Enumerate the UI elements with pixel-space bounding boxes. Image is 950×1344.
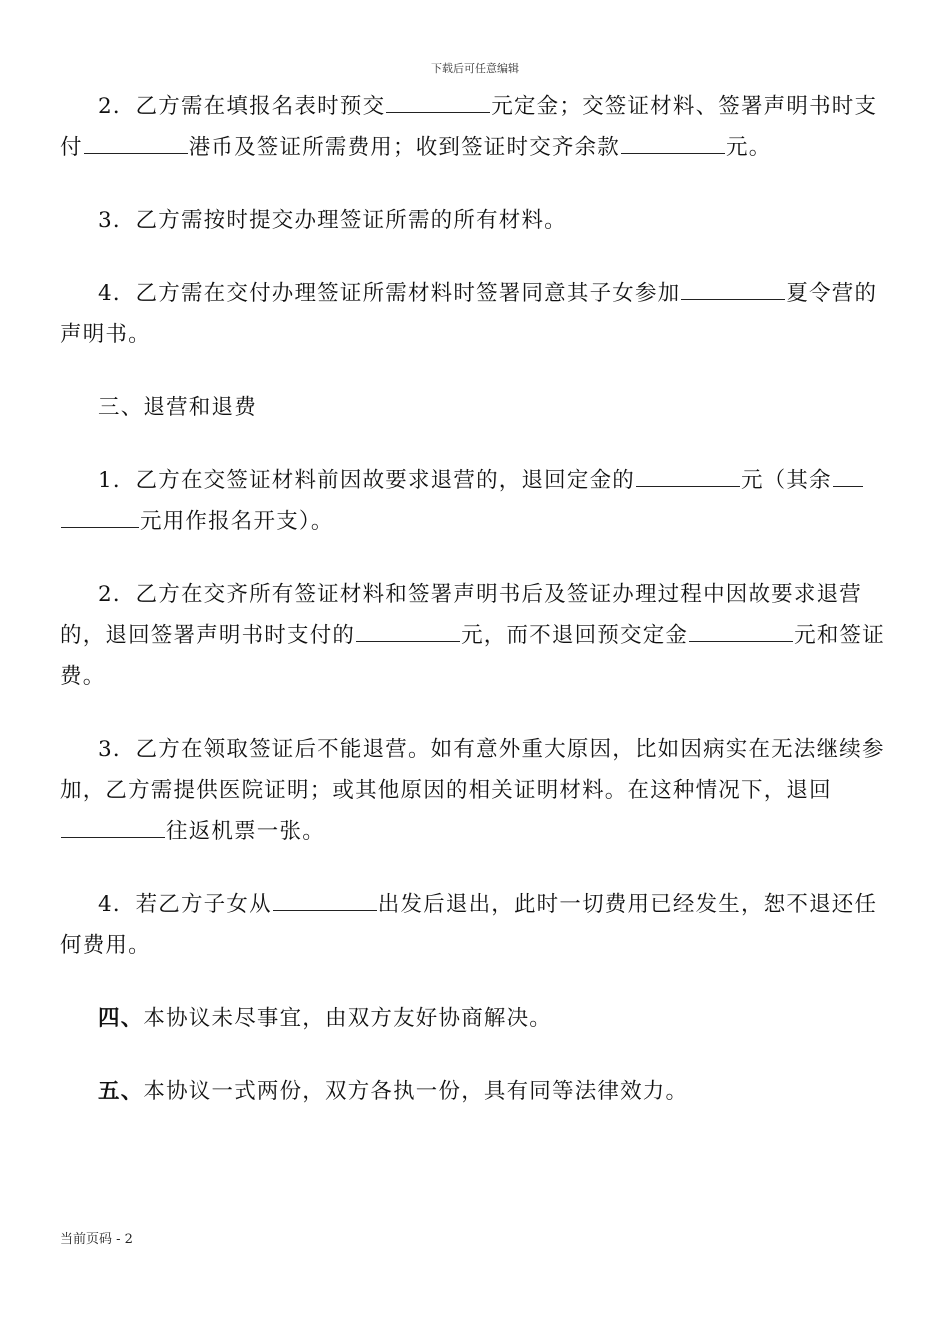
text: 本协议一式两份，双方各执一份，具有同等法律效力。 <box>143 1079 689 1104</box>
blank-remaining-b[interactable] <box>61 505 139 528</box>
text: 本协议未尽事宜，由双方友好协商解决。 <box>143 1006 553 1031</box>
section-4-number: 四、 <box>98 1006 144 1031</box>
text: 往返机票一张。 <box>166 819 325 844</box>
clause-4-declaration <box>60 273 888 355</box>
clause-3-materials: 3．乙方需按时提交办理签证所需的所有材料。 <box>98 208 567 233</box>
refund-clause-2 <box>60 574 888 697</box>
page-footer: 当前页码 - 2 <box>60 1232 133 1247</box>
blank-balance[interactable] <box>621 131 725 154</box>
blank-deposit[interactable] <box>386 90 490 113</box>
text: 2．乙方在交齐所有签证材料和签署声明书后及签证办理过程中因故要求退营的，退回签署声明书时支付的 <box>60 582 862 648</box>
blank-refund-deposit[interactable] <box>636 464 740 487</box>
text: 出发后退出，此时一切费用已经发生，恕不退还任何费用。 <box>60 892 878 958</box>
blank-remaining-a[interactable] <box>833 464 863 487</box>
text: 2．乙方需在填报名表时预交 <box>98 94 386 119</box>
blank-refund-declaration[interactable] <box>356 619 460 642</box>
blank-camp-name[interactable] <box>681 277 785 300</box>
text: 元，而不退回预交定金 <box>461 623 689 648</box>
text: 港币及签证所需费用；收到签证时交齐余款 <box>188 135 621 160</box>
text: 4．乙方需在交付办理签证所需材料时签署同意其子女参加 <box>98 281 681 306</box>
text: 3．乙方在领取签证后不能退营。如有意外重大原因，比如因病实在无法继续参加，乙方需提供医院证明；或其他原因的相关证明材料。在这种情况下，退回 <box>60 737 885 803</box>
blank-prepaid-deposit[interactable] <box>689 619 793 642</box>
text: 4．若乙方子女从 <box>98 892 272 917</box>
section-4 <box>60 998 888 1039</box>
refund-clause-3 <box>60 729 888 852</box>
blank-departure-place[interactable] <box>273 888 377 911</box>
text: 夏令营的声明书。 <box>60 281 878 347</box>
document-body <box>60 86 888 1112</box>
blank-ticket-route[interactable] <box>61 815 165 838</box>
blank-hkd-amount[interactable] <box>84 131 188 154</box>
text: 元和签证费。 <box>60 623 885 689</box>
text: 1．乙方在交签证材料前因故要求退营的，退回定金的 <box>98 468 635 493</box>
text: 元。 <box>726 135 772 160</box>
section-5 <box>60 1071 888 1112</box>
text: 元定金；交签证材料、签署声明书时支付 <box>60 94 878 160</box>
refund-clause-4 <box>60 884 888 966</box>
clause-2-payment <box>60 86 888 168</box>
section-5-number: 五、 <box>98 1079 144 1104</box>
refund-clause-1 <box>60 460 888 542</box>
text: 元用作报名开支）。 <box>140 509 334 534</box>
text: 元（其余 <box>740 468 832 493</box>
page-header: 下载后可任意编辑 <box>431 62 519 75</box>
section-3-heading: 三、退营和退费 <box>98 395 257 420</box>
